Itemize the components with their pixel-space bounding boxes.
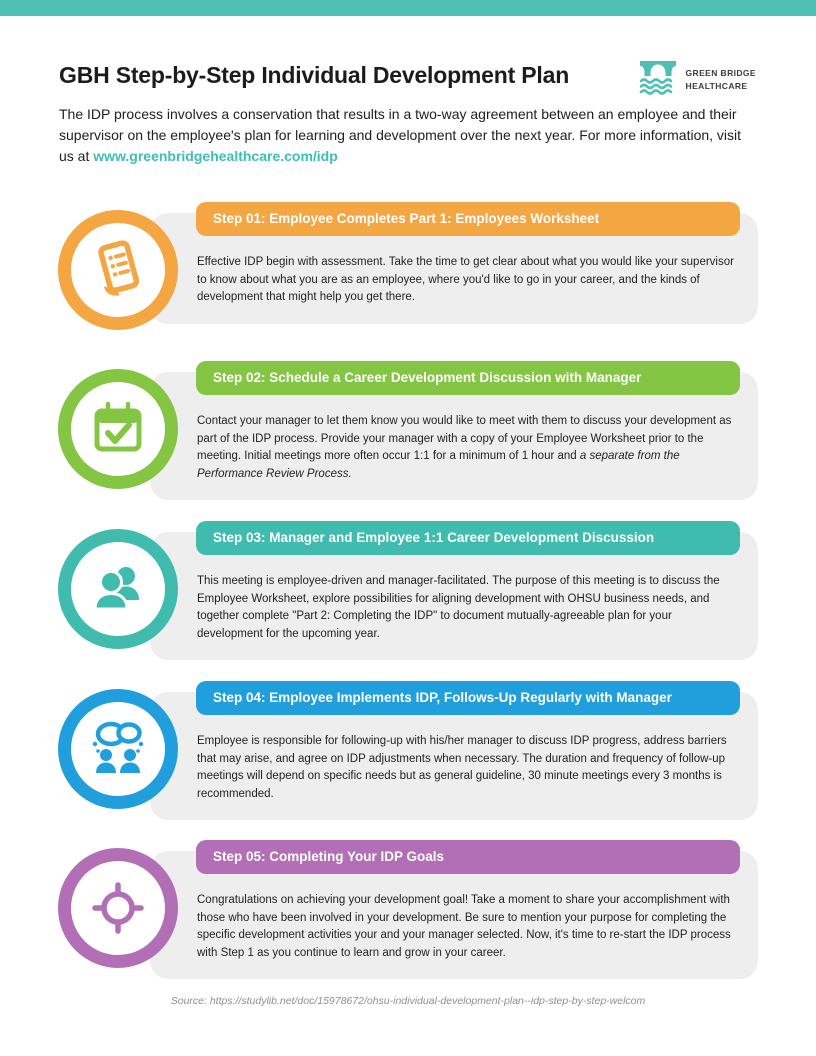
worksheet-document-icon bbox=[58, 210, 178, 330]
brand-name-line2: HEALTHCARE bbox=[685, 81, 748, 91]
source-attribution: Source: https://studylib.net/doc/15978672/ohsu-individual-development-plan--idp-step-by-step-welcom bbox=[170, 995, 646, 1007]
step-04-block bbox=[0, 681, 816, 841]
green-bridge-logo-icon bbox=[638, 59, 678, 100]
step-05-block bbox=[0, 840, 816, 1000]
intro-link[interactable]: www.greenbridgehealthcare.com/idp bbox=[93, 148, 338, 164]
step-01-block bbox=[0, 202, 816, 362]
step-04-body: Employee is responsible for following-up with his/her manager to discuss IDP progress, address barriers that may arise, and agree on IDP adjustments when necessary. The duration and frequency of follow-up meetings will depend on specific needs but as general guideline, 30 minute meetings every 3 months is recommended. bbox=[197, 735, 727, 800]
step-01-header: Step 01: Employee Completes Part 1: Employees Worksheet bbox=[196, 202, 740, 236]
brand-logo bbox=[638, 59, 756, 100]
step-02-block bbox=[0, 361, 816, 521]
step-05-body: Congratulations on achieving your development goal! Take a moment to share your accomplishment with those who have been involved in your development. Be sure to mention your purpose for completing the specific development activities your and your manager selected. Now, it's time to re-start the IDP process with Step 1 as you continue to learn and grow in your career. bbox=[197, 894, 731, 959]
brand-name-line1: GREEN BRIDGE bbox=[685, 68, 756, 78]
intro-paragraph bbox=[59, 104, 749, 167]
step-05-header: Step 05: Completing Your IDP Goals bbox=[196, 840, 740, 874]
two-people-icon bbox=[58, 529, 178, 649]
discussion-people-icon bbox=[58, 689, 178, 809]
step-02-body: Contact your manager to let them know you would like to meet with them to discuss your development as part of the IDP process. Provide your manager with a copy of your Employee Worksheet prior to the meeting. Initial meetings more often occur 1:1 for a minimum of 1 hour and a separate from the Performance Review Process. bbox=[197, 415, 732, 480]
step-04-header: Step 04: Employee Implements IDP, Follows-Up Regularly with Manager bbox=[196, 681, 740, 715]
step-03-body: This meeting is employee-driven and manager-facilitated. The purpose of this meeting is to discuss the Employee Worksheet, explore possibilities for aligning development with OHSU business needs, and together complete "Part 2: Completing the IDP" to document mutually-agreeable plan for your development for the upcoming year. bbox=[197, 575, 720, 640]
step-03-header: Step 03: Manager and Employee 1:1 Career Development Discussion bbox=[196, 521, 740, 555]
page-title: GBH Step-by-Step Individual Development Plan bbox=[59, 62, 570, 88]
top-accent-bar bbox=[0, 0, 816, 16]
step-02-header: Step 02: Schedule a Career Development Discussion with Manager bbox=[196, 361, 740, 395]
step-01-body: Effective IDP begin with assessment. Take the time to get clear about what you would like your supervisor to know about what you are as an employee, where you'd like to go in your career, and the kinds of development that might help you get there. bbox=[197, 256, 734, 303]
step-03-block bbox=[0, 521, 816, 681]
calendar-check-icon bbox=[58, 369, 178, 489]
intro-text: The IDP process involves a conservation that results in a two-way agreement between an employee and their supervisor on the employee's plan for learning and development over the next year. For more information, visit us at bbox=[59, 106, 742, 164]
brand-name bbox=[686, 68, 756, 91]
target-crosshair-icon bbox=[58, 848, 178, 968]
